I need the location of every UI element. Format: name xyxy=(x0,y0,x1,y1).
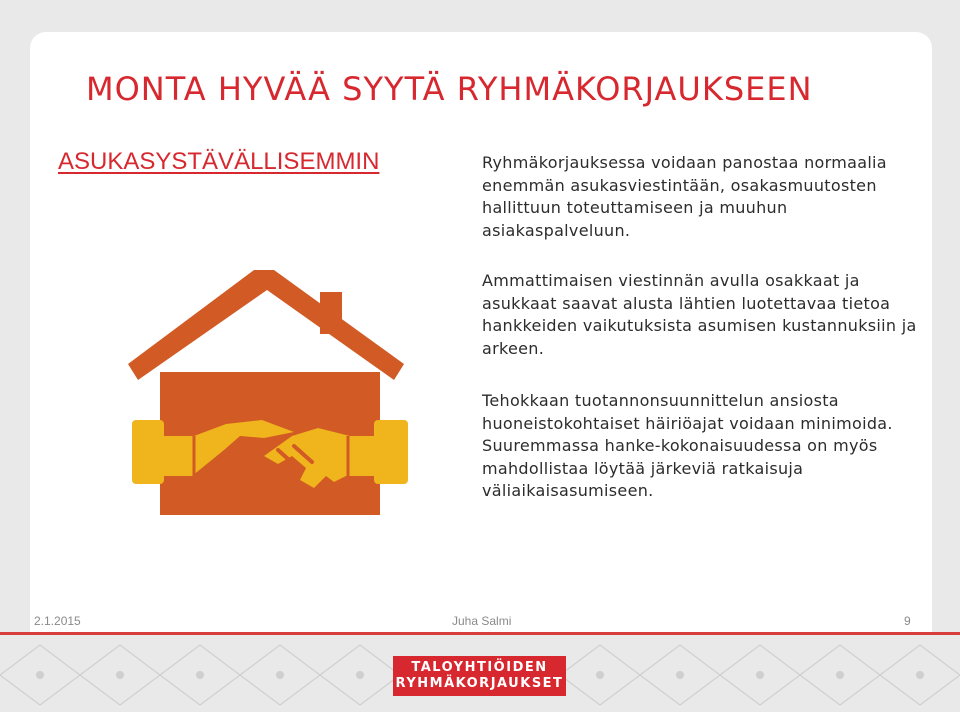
slide-canvas xyxy=(30,32,932,632)
paragraph-customer-service: Ryhmäkorjauksessa voidaan panostaa normaalia enemmän asukasviestintään, osakasmuutosten hallittuun toteuttamiseen ja muuhun asiakaspalveluun. xyxy=(482,153,887,240)
logo-line-2: RYHMÄKORJAUKSET xyxy=(395,676,564,691)
paragraph-planning: Tehokkaan tuotannonsuunnittelun ansiosta huoneistokohtaiset häiriöajat voidaan minimoida. Suuremmassa hanke-kokonaisuudessa on myös mahdollistaa löytää järkeviä ratkaisuja väliaikaisasumiseen. xyxy=(482,391,893,500)
paragraph-communication: Ammattimaisen viestinnän avulla osakkaat ja asukkaat saavat alusta lähtien luotettavaa tietoa hankkeiden vaikutuksista asumisen kustannuksiin ja arkeen. xyxy=(482,271,917,358)
logo-line-1: TALOYHTIÖIDEN xyxy=(411,660,548,675)
slide-subtitle: ASUKASYSTÄVÄLLISEMMIN xyxy=(58,148,380,175)
brand-logo xyxy=(393,656,566,696)
footer-page-number: 9 xyxy=(904,614,911,628)
slide-title: MONTA HYVÄÄ SYYTÄ RYHMÄKORJAUKSEEN xyxy=(86,70,813,108)
footer-author: Juha Salmi xyxy=(452,614,512,628)
footer-date: 2.1.2015 xyxy=(34,614,81,628)
house-handshake-icon xyxy=(128,270,420,520)
